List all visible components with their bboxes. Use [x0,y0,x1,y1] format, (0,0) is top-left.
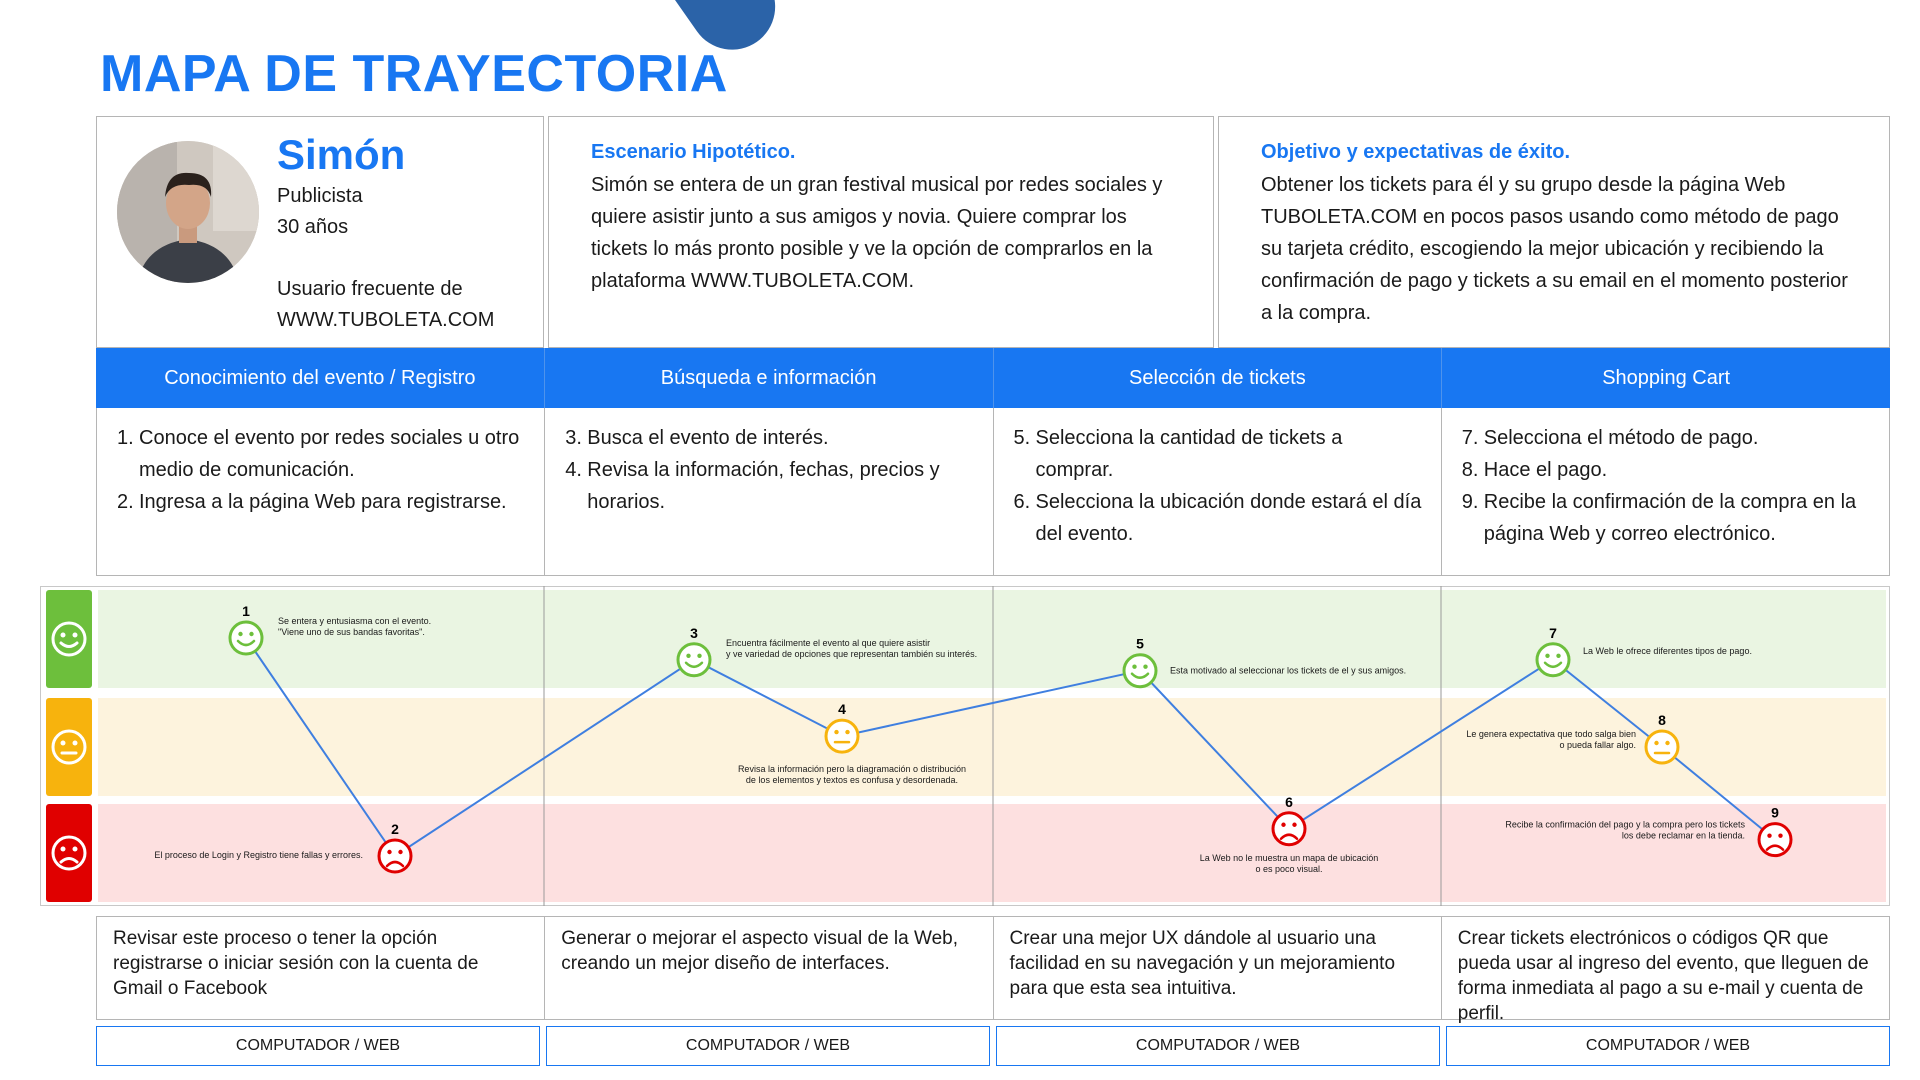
marker-eye [1132,665,1136,669]
channel-label: COMPUTADOR / WEB [546,1026,990,1066]
phase-header: Conocimiento del evento / Registro [96,348,545,408]
step-item: 9. Recibe la confirmación de la compra en la página Web y correo electrónico. [1461,491,1857,545]
goal-card [1218,116,1890,348]
point-note: Se entera y entusiasma con el evento. [278,616,432,626]
channel-label: COMPUTADOR / WEB [1446,1026,1890,1066]
point-number: 1 [242,603,250,619]
persona-frequent-label: Usuario frecuente de [277,278,463,300]
scenario-card [548,116,1214,348]
opportunity-text: Revisar este proceso o tener la opción registrarse o iniciar sesión con la cuenta de Gmail o Facebook [97,917,545,1019]
avatar-photo [117,141,259,283]
step-item: 2. Ingresa a la página Web para registrarse. [117,491,507,513]
point-number: 3 [690,624,698,641]
point-note: Recibe la confirmación del pago y la compra pero los tickets [1505,819,1745,830]
point-note: o es poco visual. [1255,863,1323,874]
point-note: de los elementos y textos es confusa y desordenada. [745,775,959,786]
goal-heading: Objetivo y expectativas de éxito. [1261,141,1571,163]
steps-column [545,408,993,575]
point-note: La Web le ofrece diferentes tipos de pago. [1583,645,1752,656]
persona-name: Simón [277,131,406,178]
emotion-marker [379,840,411,872]
opportunities-row [96,916,1890,1024]
marker-eye [1778,833,1782,837]
persona-site: WWW.TUBOLETA.COM [277,309,495,331]
marker-eye [398,850,402,854]
point-note: Revisa la información pero la diagramación o distribución [737,764,967,775]
point-note: Le genera expectativa que todo salga bien [1466,729,1636,739]
steps-column [994,408,1442,575]
channel-label: COMPUTADOR / WEB [96,1026,540,1066]
persona-occupation: Publicista [277,185,363,207]
channels-row [96,1026,1890,1066]
point-note: Esta motivado al seleccionar los tickets de el y sus amigos. [1170,665,1407,676]
point-number: 2 [391,821,399,837]
neutral-face-icon [46,698,92,796]
emotion-marker [230,622,262,654]
avatar [117,141,259,283]
marker-eye [1654,741,1658,745]
phase-header: Shopping Cart [1602,366,1731,389]
emotion-marker [826,720,858,752]
sad-face-icon [46,804,92,902]
opportunity-text: Generar o mejorar el aspecto visual de la Web, creando un mejor diseño de interfaces. [545,917,993,1019]
opportunity-text: Crear una mejor UX dándole al usuario una facilidad en su navegación y un mejoramiento para que esta sea intuitiva. [994,917,1442,1019]
marker-eye [1556,654,1560,658]
point-note: o pueda fallar algo. [1559,740,1636,750]
point-number: 5 [1136,635,1144,652]
emotion-marker [1273,813,1305,845]
marker-eye [387,850,391,854]
page-title: MAPA DE TRAYECTORIA [100,45,728,103]
step-item: 6. Selecciona la ubicación donde estará el día del evento. [1013,491,1422,545]
marker-eye [238,632,242,636]
persona-info [277,181,494,336]
happy-face-icon [46,590,92,688]
point-note: Encuentra fácilmente el evento al que quiere asistir [726,637,931,648]
point-number: 6 [1285,793,1293,810]
phase-header: Búsqueda e información [545,348,994,408]
steps-column [1442,408,1890,575]
marker-eye [845,730,849,734]
point-note: y ve variedad de opciones que representan también su interés. [726,648,978,659]
band-positive [98,590,1886,688]
marker-eye [249,632,253,636]
persona-age: 30 años [277,216,349,238]
point-number: 8 [1658,712,1666,728]
channel-label: COMPUTADOR / WEB [996,1026,1440,1066]
emotion-marker [1646,731,1678,763]
point-number: 9 [1771,804,1779,821]
phase-bar [96,348,1890,408]
point-note: "Viene uno de sus bandas favoritas". [278,627,425,637]
emotion-marker [1759,824,1791,856]
emotion-marker [678,644,710,676]
emotion-marker [1537,644,1569,676]
opportunity-text: Crear tickets electrónicos o códigos QR que pueda usar al ingreso del evento, que lleguen de forma inmediata al pago a su e-mail y cuenta de perfil. [1442,917,1890,1019]
point-number: 7 [1549,624,1557,641]
marker-eye [686,654,690,658]
marker-eye [834,730,838,734]
point-note: La Web no le muestra un mapa de ubicación [1199,852,1379,863]
step-item: 3. Busca el evento de interés. [565,427,829,449]
marker-eye [1665,741,1669,745]
point-note: El proceso de Login y Registro tiene fallas y errores. [154,850,363,860]
point-note: los debe reclamar en la tienda. [1621,830,1745,841]
step-item: 1. Conoce el evento por redes sociales u otro medio de comunicación. [117,427,520,481]
scenario-heading: Escenario Hipotético. [591,141,796,163]
steps-column [97,408,545,575]
step-item: 7. Selecciona el método de pago. [1461,427,1759,449]
marker-eye [1281,823,1285,827]
marker-eye [1143,665,1147,669]
journey-chart [96,586,1890,906]
persona-card [96,116,544,348]
phase-header: Selección de tickets [994,348,1443,408]
step-item: 8. Hace el pago. [1461,459,1608,481]
marker-eye [697,654,701,658]
marker-eye [1292,823,1296,827]
marker-eye [1767,833,1771,837]
point-number: 4 [838,701,846,718]
emotion-marker [1124,655,1156,687]
goal-text: Obtener los tickets para él y su grupo desde la página Web TUBOLETA.COM en pocos pasos usando como método de pago su tarjeta crédito, escogiendo la mejor ubicación y recibiendo la confirmación de pago y tickets a su email en el momento posterior a la compra. [1261,174,1848,324]
scenario-text: Simón se entera de un gran festival musical por redes sociales y quiere asistir junto a sus amigos y novia. Quiere comprar los tickets lo más pronto posible y ve la opción de comprarlos en la plataforma WWW.TUBOLETA.COM. [591,174,1163,292]
marker-eye [1545,654,1549,658]
steps-row [96,408,1890,576]
step-item: 5. Selecciona la cantidad de tickets a comprar. [1013,427,1343,481]
step-item: 4. Revisa la información, fechas, precios y horarios. [565,459,940,513]
